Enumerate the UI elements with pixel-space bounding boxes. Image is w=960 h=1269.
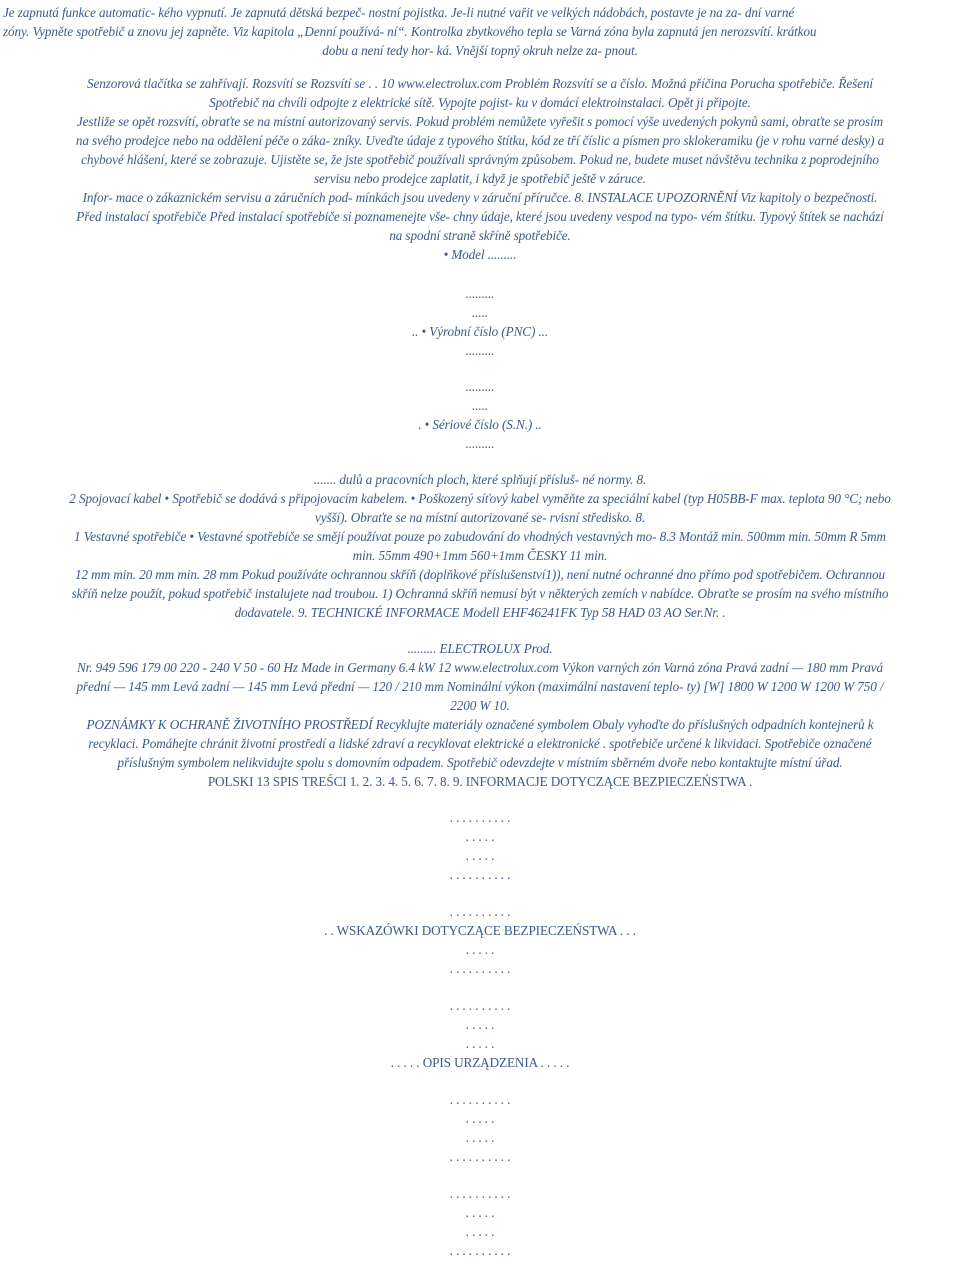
text-line: Spotřebič na chvíli odpojte z elektrické sítě. Vypojte pojist- ku v domácí elektroinstalaci. Opět ji připojte.	[209, 95, 751, 110]
text-line: . . . . .	[465, 1130, 495, 1145]
text-line: . . . . . . . . . .	[449, 1186, 511, 1201]
text-line: ....... dulů a pracovních ploch, které splňují přísluš- né normy. 8.	[313, 472, 647, 487]
text-line: .........	[465, 286, 495, 301]
text-line: . . . . . . . . . .	[449, 961, 511, 976]
text-line: . . WSKAZÓWKI DOTYCZĄCE BEZPIECZEŃSTWA . . .	[324, 923, 636, 938]
text-line: 1 Vestavné spotřebiče • Vestavné spotřebiče se smějí používat pouze po zabudování do vhodných vestavných mo- 8.3 Montáž min. 500mm min. 50mm R 5mm	[74, 529, 886, 544]
text-line: 2 Spojovací kabel • Spotřebič se dodává s připojovacím kabelem. • Poškozený síťový kabel vyměňte za speciální kabel (typ H05BB-F max. teplota 90 °C; nebo	[69, 491, 891, 506]
text-line: . . . . .	[465, 1205, 495, 1220]
text-line: . . . . . . . . . .	[449, 904, 511, 919]
text-line: skříň nelze použít, pokud spotřebič instalujete nad troubou. 1) Ochranná skříň nemusí být v některých zemích v nabídce. Obraťte se prosím na svého místního	[71, 586, 889, 601]
text-line: . . . . .	[465, 1224, 495, 1239]
text-line: přední — 145 mm Levá zadní — 145 mm Levá přední — 120 / 210 mm Nominální výkon (maximální nastavení teplo- ty) [W] 1800 W 1200 W 1200 W 750 /	[76, 679, 884, 694]
text-line: 12 mm min. 20 mm min. 28 mm Pokud používáte ochrannou skříň (doplňkové příslušenství1)), není nutné ochranné dno přímo pod spotřebičem. Ochrannou	[75, 567, 885, 582]
text-line: . . . . . . . . . .	[449, 1149, 511, 1164]
text-line: . . . . . . . . . .	[449, 998, 511, 1013]
text-line: . . . . . . . . . .	[449, 867, 511, 882]
text-line: . • Sériové číslo (S.N.) ..	[418, 417, 542, 432]
text-line: min. 55mm 490+1mm 560+1mm ČESKY 11 min.	[352, 548, 608, 563]
text-line: Infor- mace o zákaznickém servisu a záručních pod- mínkách jsou uvedeny v záruční příručce. 8. INSTALACE UPOZORNĚNÍ Viz kapitoly o bezpečnosti.	[82, 190, 878, 205]
text-line: . . . . . OPIS URZĄDZENIA . . . . .	[390, 1055, 570, 1070]
text-line: .........	[465, 436, 495, 451]
text-line: servisu nebo prodejce zaplatit, i když je spotřebič ještě v záruce.	[314, 171, 646, 186]
text-line: zóny. Vypněte spotřebič a znovu jej zapněte. Viz kapitola „Denní používá- ní“. Kontrolka zbytkového tepla se Varná zóna byla zapnutá jen nerozsvítí. krátkou	[3, 24, 817, 39]
text-line: příslušným symbolem nelikvidujte spolu s domovním odpadem. Spotřebič odevzdejte v místním sběrném dvoře nebo kontaktujte místní úřad.	[117, 755, 843, 770]
text-line: . . . . . . . . . .	[449, 810, 511, 825]
text-line: POZNÁMKY K OCHRANĚ ŽIVOTNÍHO PROSTŘEDÍ Recyklujte materiály označené symbolem Obaly vyhoďte do příslušných odpadních kontejnerů k	[86, 717, 874, 732]
text-line: Jestliže se opět rozsvítí, obraťte se na místní autorizovaný servis. Pokud problém nemůžete vyřešit s pomocí výše uvedených pokynů sami, obraťte se prosím	[76, 114, 884, 129]
text-line: chybové hlášení, které se zobrazuje. Ujistěte se, že jste spotřebič používali správným způsobem. Pokud ne, budete muset návštěvu technika z poprodejního	[81, 152, 879, 167]
text-line: POLSKI 13 SPIS TREŚCI 1. 2. 3. 4. 5. 6. 7. 8. 9. INFORMACJE DOTYCZĄCE BEZPIECZEŃSTWA .	[207, 774, 753, 789]
text-line: dodavatele. 9. TECHNICKÉ INFORMACE Modell EHF46241FK Typ 58 HAD 03 AO Ser.Nr. .	[234, 605, 726, 620]
text-line: . . . . . . . . . .	[449, 1243, 511, 1258]
text-line: .....	[472, 305, 488, 320]
text-line: dobu a není tedy hor- ká. Vnější topný okruh nelze za- pnout.	[322, 43, 638, 58]
text-line: .........	[465, 343, 495, 358]
text-line: . . . . .	[465, 1017, 495, 1032]
text-line: vyšší). Obraťte se na místní autorizované se- rvisní středisko. 8.	[314, 510, 646, 525]
text-line: .....	[472, 398, 488, 413]
text-line: . . . . .	[465, 942, 495, 957]
text-line: recyklaci. Pomáhejte chránit životní prostředí a lidské zdraví a recyklovat elektrické a elektronické . spotřebiče určené k likvidaci. Spotřebiče označené	[88, 736, 872, 751]
text-line: . . . . .	[465, 848, 495, 863]
text-line: • Model .........	[443, 247, 517, 262]
text-line: 2200 W 10.	[450, 698, 510, 713]
text-line: na spodní straně skříně spotřebiče.	[389, 228, 571, 243]
text-line: . . . . . . . . . .	[449, 1092, 511, 1107]
text-line: .........	[465, 379, 495, 394]
text-line: ......... ELECTROLUX Prod.	[407, 641, 553, 656]
text-line: .. • Výrobní číslo (PNC) ...	[411, 324, 549, 339]
text-line: na svého prodejce nebo na oddělení péče o záka- zníky. Uveďte údaje z typového štítku, kód ze tří číslic a písmen pro sklokeramiku (je v rohu varné desky) a	[75, 133, 885, 148]
text-line: Nr. 949 596 179 00 220 - 240 V 50 - 60 Hz Made in Germany 6.4 kW 12 www.electrolux.com Výkon varných zón Varná zóna Pravá zadní — 180 mm Pravá	[76, 660, 884, 675]
text-line: . . . . .	[465, 829, 495, 844]
text-line: Před instalací spotřebiče Před instalací spotřebiče si poznamenejte vše- chny údaje, které jsou uvedeny vespod na typo- vém štítku. Typový štítek se nachází	[76, 209, 884, 224]
text-line: . . . . .	[465, 1036, 495, 1051]
text-line: Senzorová tlačítka se zahřívají. Rozsvítí se Rozsvítí se . . 10 www.electrolux.com Problém Rozsvítí se a číslo. Možná příčina Porucha spotřebiče. Řešení	[87, 76, 873, 91]
text-line: Je zapnutá funkce automatic- kého vypnutí. Je zapnutá dětská bezpeč- nostní pojistka. Je-li nutné vařit ve velkých nádobách, postavte je na za- dní varné	[3, 5, 795, 20]
text-line: . . . . .	[465, 1111, 495, 1126]
